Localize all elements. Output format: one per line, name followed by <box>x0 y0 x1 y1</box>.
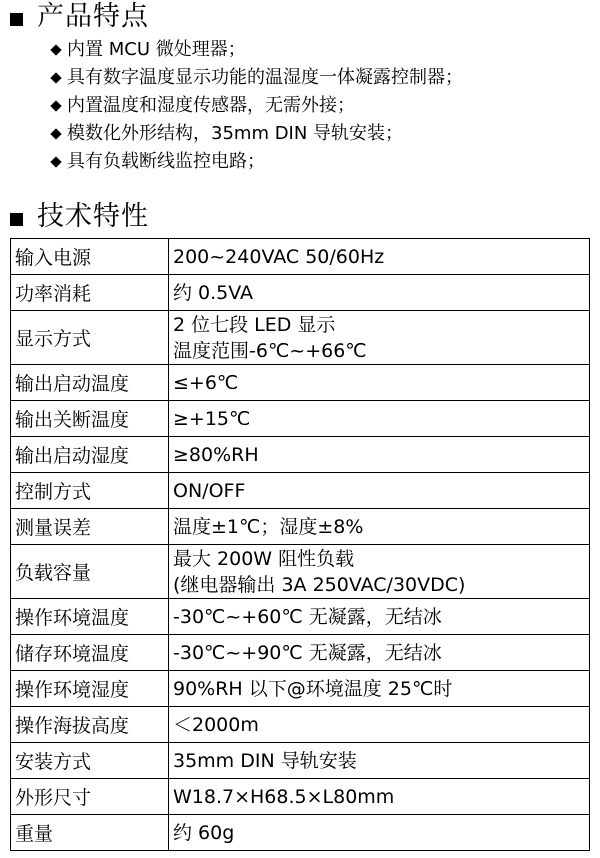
spec-value-line: 约 0.5VA <box>173 281 254 304</box>
spec-value <box>169 671 590 707</box>
spec-key: 测量误差 <box>11 509 169 545</box>
spec-value <box>169 779 590 815</box>
feature-list <box>48 36 463 176</box>
feature-text: 内置温度和湿度传感器，无需外接； <box>67 95 355 116</box>
spec-row <box>11 239 590 275</box>
spec-row <box>11 707 590 743</box>
spec-value <box>169 275 590 311</box>
diamond-bullet-icon <box>50 128 61 139</box>
feature-item <box>48 148 463 176</box>
spec-value <box>169 707 590 743</box>
section-title: 产品特点 <box>37 1 149 32</box>
square-bullet-icon <box>10 13 23 26</box>
square-bullet-icon <box>10 213 23 226</box>
spec-row <box>11 815 590 851</box>
spec-key: 操作海拔高度 <box>11 707 169 743</box>
spec-row <box>11 779 590 815</box>
spec-value-line: 约 60g <box>173 821 235 844</box>
diamond-bullet-icon <box>50 44 61 55</box>
spec-value <box>169 311 590 365</box>
spec-table <box>10 238 590 851</box>
diamond-bullet-icon <box>50 72 61 83</box>
spec-row <box>11 401 590 437</box>
spec-value-line: ≤+6℃ <box>173 371 239 394</box>
spec-key: 输入电源 <box>11 239 169 275</box>
spec-key: 重量 <box>11 815 169 851</box>
spec-value <box>169 509 590 545</box>
spec-value <box>169 365 590 401</box>
spec-value-line: ON/OFF <box>173 479 246 502</box>
spec-key: 显示方式 <box>11 311 169 365</box>
spec-row <box>11 311 590 365</box>
spec-value-line: W18.7×H68.5×L80mm <box>173 785 395 808</box>
spec-key: 负载容量 <box>11 545 169 599</box>
spec-row <box>11 743 590 779</box>
spec-row <box>11 365 590 401</box>
spec-value-line: 温度±1℃；湿度±8% <box>173 515 364 538</box>
spec-row <box>11 599 590 635</box>
spec-key: 储存环境温度 <box>11 635 169 671</box>
spec-key: 操作环境温度 <box>11 599 169 635</box>
spec-row <box>11 473 590 509</box>
spec-value <box>169 545 590 599</box>
diamond-bullet-icon <box>50 156 61 167</box>
spec-value-line: ≥80%RH <box>173 443 259 466</box>
feature-text: 具有负载断线监控电路； <box>67 151 265 172</box>
spec-key: 安装方式 <box>11 743 169 779</box>
spec-key: 控制方式 <box>11 473 169 509</box>
section-title: 技术特性 <box>37 201 149 232</box>
spec-row <box>11 671 590 707</box>
spec-value-line: 温度范围-6℃~+66℃ <box>173 339 367 362</box>
spec-key: 操作环境湿度 <box>11 671 169 707</box>
spec-key: 外形尺寸 <box>11 779 169 815</box>
spec-key: 输出启动温度 <box>11 365 169 401</box>
spec-value <box>169 401 590 437</box>
spec-key: 输出启动湿度 <box>11 437 169 473</box>
spec-key: 输出关断温度 <box>11 401 169 437</box>
spec-row <box>11 275 590 311</box>
spec-value-line: 2 位七段 LED 显示 <box>173 313 336 336</box>
spec-value <box>169 635 590 671</box>
spec-key: 功率消耗 <box>11 275 169 311</box>
spec-value <box>169 473 590 509</box>
spec-value-line: ≥+15℃ <box>173 407 251 430</box>
spec-value <box>169 239 590 275</box>
feature-item <box>48 92 463 120</box>
spec-value-line: 35mm DIN 导轨安装 <box>173 749 357 772</box>
spec-value-line: -30℃~+90℃ 无凝露，无结冰 <box>173 641 442 664</box>
feature-item <box>48 120 463 148</box>
spec-value-line: 200~240VAC 50/60Hz <box>173 245 385 268</box>
spec-row <box>11 545 590 599</box>
feature-text: 模数化外形结构，35mm DIN 导轨安装； <box>67 123 404 144</box>
spec-value-line: (继电器输出 3A 250VAC/30VDC) <box>173 573 466 596</box>
feature-text: 内置 MCU 微处理器； <box>67 39 246 60</box>
spec-row <box>11 635 590 671</box>
spec-value-line: 最大 200W 阻性负载 <box>173 547 355 570</box>
spec-value <box>169 743 590 779</box>
feature-text: 具有数字温度显示功能的温湿度一体凝露控制器； <box>67 67 463 88</box>
section-heading-features <box>10 2 149 32</box>
feature-item <box>48 36 463 64</box>
spec-value <box>169 599 590 635</box>
spec-value-line: 90%RH 以下@环境温度 25℃时 <box>173 677 453 700</box>
diamond-bullet-icon <box>50 100 61 111</box>
spec-value-line: ＜2000m <box>173 713 259 736</box>
section-heading-specs <box>10 202 149 232</box>
spec-value <box>169 815 590 851</box>
spec-row <box>11 437 590 473</box>
spec-row <box>11 509 590 545</box>
feature-item <box>48 64 463 92</box>
spec-value <box>169 437 590 473</box>
spec-value-line: -30℃~+60℃ 无凝露，无结冰 <box>173 605 442 628</box>
